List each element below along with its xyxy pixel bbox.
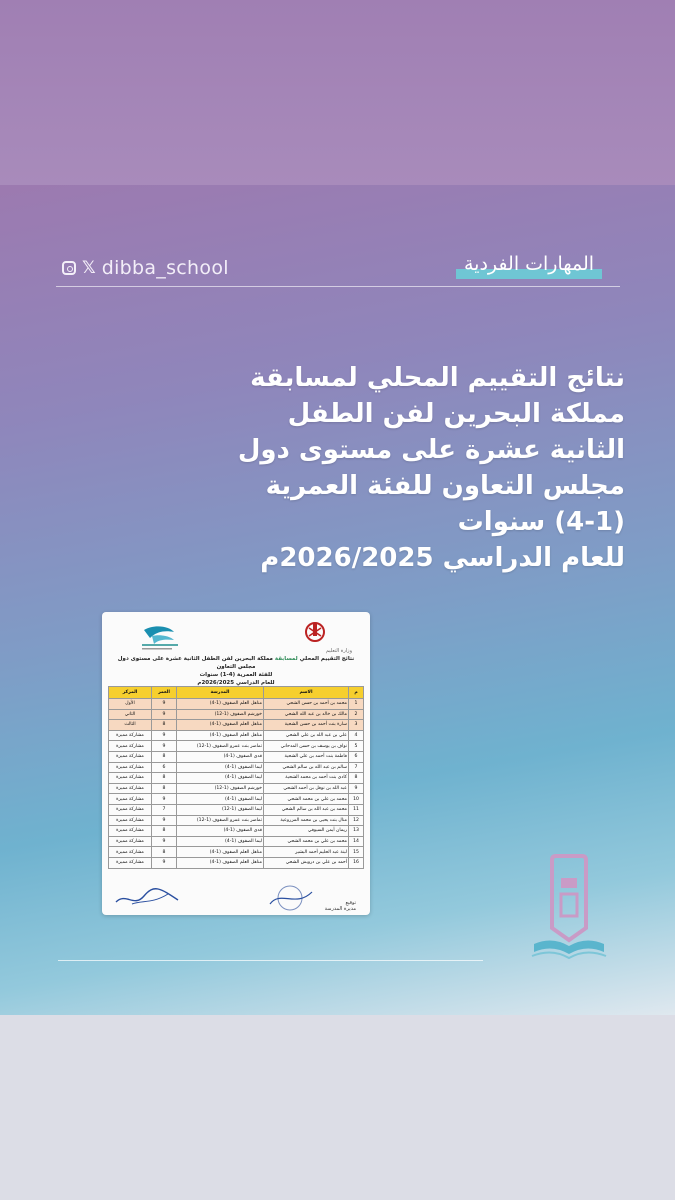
cell-age: 9	[152, 794, 177, 805]
document-title	[116, 655, 356, 687]
cell-age: 8	[152, 847, 177, 858]
instagram-icon[interactable]	[62, 261, 76, 275]
cell-rank: مشاركة مميزة	[109, 804, 152, 815]
table-header-row	[109, 687, 364, 699]
cell-name: محمد بن أحمد بن حسن الشحي	[264, 699, 349, 710]
table-row	[109, 741, 364, 752]
cell-name: سالم بن عبد الله بن سالم الشحي	[264, 762, 349, 773]
cell-name: أحمد بن علي بن درويش الشحي	[264, 857, 349, 868]
cell-age: 8	[152, 773, 177, 784]
table-row	[109, 730, 364, 741]
cell-age: 8	[152, 720, 177, 731]
cell-number: 15	[349, 847, 364, 858]
headline	[190, 360, 625, 576]
document-title-prefix: نتائج التقييم المحلي	[299, 656, 355, 662]
cell-name: كادي بنت أحمد بن محمد الشحية	[264, 773, 349, 784]
document-title-line3: للعام الدراسي 2026/2025م	[197, 680, 275, 686]
x-logo-icon[interactable]: 𝕏	[82, 258, 96, 278]
cell-age: 9	[152, 741, 177, 752]
cell-number: 9	[349, 783, 364, 794]
cell-age: 7	[152, 804, 177, 815]
cell-name: علي بن عبد الله بن علي الشحي	[264, 730, 349, 741]
cell-name: لبنة عبد الحليم أحمد البشير	[264, 847, 349, 858]
cell-number: 6	[349, 751, 364, 762]
cell-rank: مشاركة مميزة	[109, 857, 152, 868]
cell-age: 9	[152, 857, 177, 868]
table-row	[109, 826, 364, 837]
ministry-name: وزارة التعليم	[325, 648, 352, 654]
headline-line-2: مملكة البحرين لفن الطفل	[287, 399, 625, 429]
cell-name: سارة بنت أحمد بن حسن الشحية	[264, 720, 349, 731]
cell-school: تماضر بنت عمرو الصفوف (1-12)	[177, 815, 264, 826]
table-row	[109, 847, 364, 858]
cell-name: عبد الله بن نوفل بن أحمد الشحي	[264, 783, 349, 794]
cell-name: مالك بن خالد بن عبد الله الشحي	[264, 709, 349, 720]
cell-name: محمد بن علي بن محمد الشحي	[264, 836, 349, 847]
social-handle-row[interactable]	[62, 257, 229, 279]
cell-rank: مشاركة مميزة	[109, 730, 152, 741]
cell-rank: مشاركة مميزة	[109, 773, 152, 784]
cell-name: نواف بن يوسف بن حسن المدحاني	[264, 741, 349, 752]
cell-number: 4	[349, 730, 364, 741]
document-title-line2: للفئة العمرية (4-1) سنوات	[199, 672, 273, 678]
cell-school: قدى الصفوف (1-4)	[177, 751, 264, 762]
cell-name: محمد بن علي بن محمد الشحي	[264, 794, 349, 805]
cell-school: ليما الصفوف (1-4)	[177, 773, 264, 784]
cell-number: 7	[349, 762, 364, 773]
table-row	[109, 815, 364, 826]
section-label-text: المهارات الفردية	[464, 253, 595, 275]
table-row	[109, 783, 364, 794]
results-document-image[interactable]	[102, 612, 370, 915]
signature-name: مديرة المدرسة	[324, 906, 356, 912]
cell-age: 8	[152, 751, 177, 762]
cell-number: 16	[349, 857, 364, 868]
cell-number: 3	[349, 720, 364, 731]
cell-name: ريمان أيمن السيوفي	[264, 826, 349, 837]
col-number: م	[349, 687, 364, 699]
signature-stamp-left	[112, 882, 182, 910]
cell-age: 8	[152, 783, 177, 794]
table-row	[109, 699, 364, 710]
cell-school: تماضر بنت عمرو الصفوف (1-12)	[177, 741, 264, 752]
results-table	[108, 686, 364, 869]
cell-age: 9	[152, 699, 177, 710]
cell-rank: مشاركة مميزة	[109, 794, 152, 805]
cell-school: مناهل العلم الصفوف (1-4)	[177, 730, 264, 741]
table-row	[109, 804, 364, 815]
cell-rank: مشاركة مميزة	[109, 762, 152, 773]
school-book-logo-icon	[528, 848, 610, 964]
table-row	[109, 857, 364, 868]
table-row	[109, 762, 364, 773]
table-row	[109, 773, 364, 784]
cell-rank: الثالث	[109, 720, 152, 731]
cell-number: 8	[349, 773, 364, 784]
cell-age: 6	[152, 762, 177, 773]
cell-school: مناهل العلم الصفوف (1-4)	[177, 847, 264, 858]
headline-line-6: للعام الدراسي 2026/2025م	[260, 543, 625, 573]
cell-name: محمد بن عبد الله بن سالم الشحي	[264, 804, 349, 815]
cell-school: ليما الصفوف (1-4)	[177, 762, 264, 773]
cell-school: مناهل العلم الصفوف (1-4)	[177, 720, 264, 731]
cell-number: 10	[349, 794, 364, 805]
cell-school: خورشم الصفوف (1-12)	[177, 783, 264, 794]
table-row	[109, 709, 364, 720]
table-row	[109, 720, 364, 731]
cell-number: 14	[349, 836, 364, 847]
cell-number: 13	[349, 826, 364, 837]
cell-age: 9	[152, 709, 177, 720]
top-background-band	[0, 0, 675, 185]
headline-line-4: مجلس التعاون للفئة العمرية	[265, 471, 625, 501]
cell-school: ليما الصفوف (1-4)	[177, 836, 264, 847]
cell-age: 9	[152, 815, 177, 826]
partner-logo-icon	[114, 622, 184, 652]
col-school: المدرسة	[177, 687, 264, 699]
cell-number: 11	[349, 804, 364, 815]
cell-school: مناهل العلم الصفوف (1-4)	[177, 699, 264, 710]
table-row	[109, 794, 364, 805]
signature-stamp-right	[260, 884, 320, 912]
cell-school: مناهل العلم الصفوف (1-4)	[177, 857, 264, 868]
cell-rank: مشاركة مميزة	[109, 826, 152, 837]
section-label	[456, 253, 602, 281]
cell-age: 9	[152, 730, 177, 741]
cell-rank: الثاني	[109, 709, 152, 720]
bottom-background-band	[0, 1015, 675, 1200]
cell-age: 9	[152, 836, 177, 847]
bottom-divider	[58, 960, 483, 961]
top-divider	[56, 286, 620, 287]
cell-rank: مشاركة مميزة	[109, 815, 152, 826]
cell-rank: الأول	[109, 699, 152, 710]
headline-line-1: نتائج التقييم المحلي لمسابقة	[250, 363, 625, 393]
col-rank: المركز	[109, 687, 152, 699]
cell-rank: مشاركة مميزة	[109, 847, 152, 858]
cell-rank: مشاركة مميزة	[109, 741, 152, 752]
cell-number: 12	[349, 815, 364, 826]
headline-line-5: (4-1) سنوات	[457, 507, 625, 537]
cell-name: فاطمة بنت أحمد بن علي الشحية	[264, 751, 349, 762]
signature-label	[325, 900, 356, 912]
headline-line-3: الثانية عشرة على مستوى دول	[237, 435, 625, 465]
signature-label-text: توقيع	[345, 900, 356, 906]
document-title-rest: مملكة البحرين لفن الطفل الثانية عشرة على مستوى دول مجلس التعاون	[117, 656, 273, 670]
col-age: العمر	[152, 687, 177, 699]
cell-school: قدى الصفوف (1-4)	[177, 826, 264, 837]
table-row	[109, 836, 364, 847]
cell-rank: مشاركة مميزة	[109, 751, 152, 762]
cell-name: منال بنت يحيى بن محمد المزروعية	[264, 815, 349, 826]
account-handle[interactable]: dibba_school	[101, 257, 229, 279]
cell-rank: مشاركة مميزة	[109, 836, 152, 847]
cell-school: ليما الصفوف (1-12)	[177, 804, 264, 815]
cell-school: ليما الصفوف (1-4)	[177, 794, 264, 805]
cell-school: خورشم الصفوف (1-12)	[177, 709, 264, 720]
cell-number: 1	[349, 699, 364, 710]
cell-rank: مشاركة مميزة	[109, 783, 152, 794]
col-name: الاسم	[264, 687, 349, 699]
cell-age: 8	[152, 826, 177, 837]
table-row	[109, 751, 364, 762]
cell-number: 5	[349, 741, 364, 752]
document-title-green: لمسابقة	[274, 656, 298, 662]
cell-number: 2	[349, 709, 364, 720]
